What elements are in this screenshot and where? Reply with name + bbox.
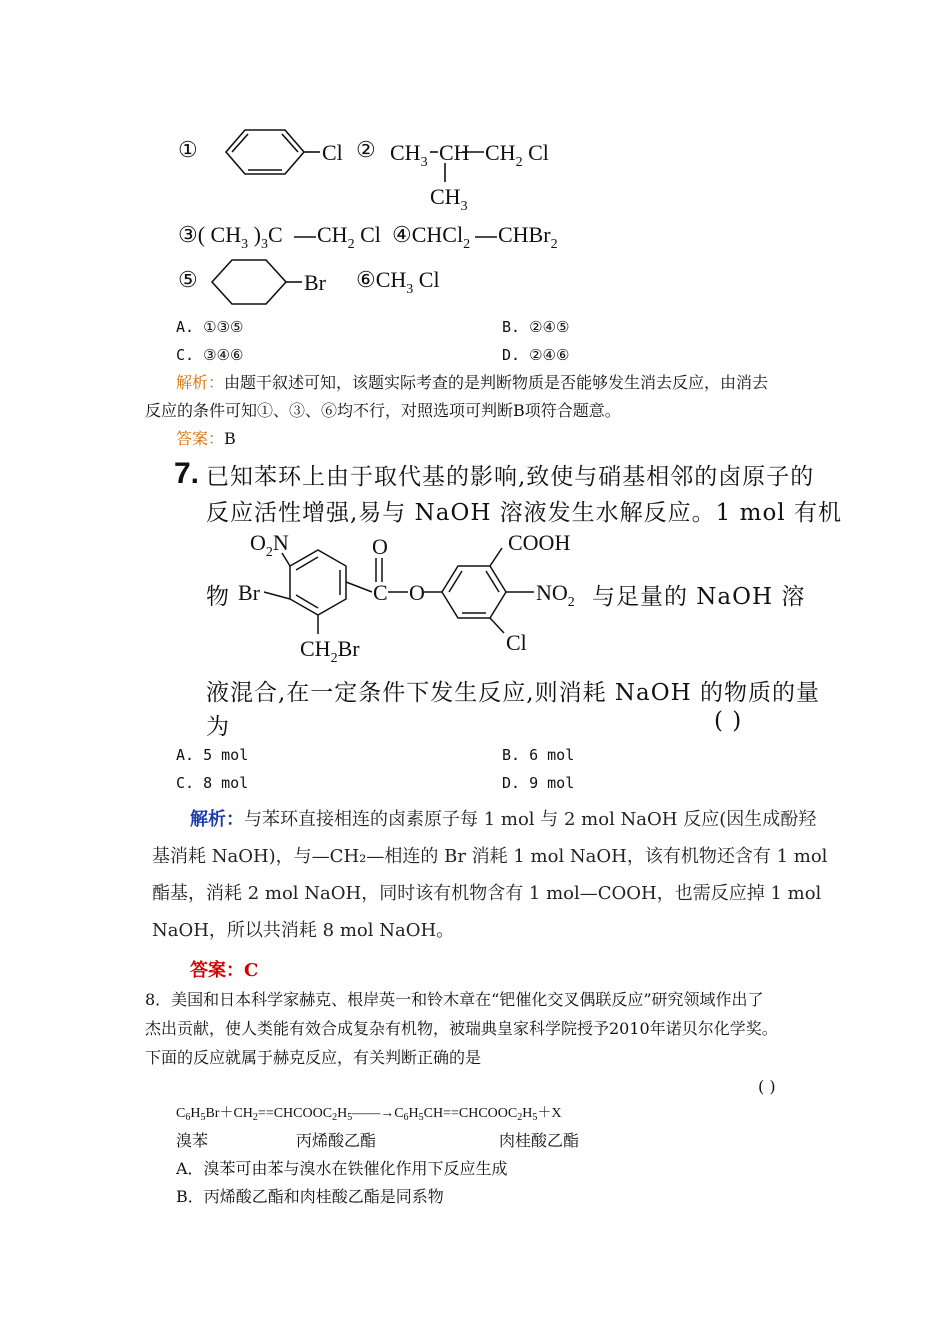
q7-option-a: A. 5 mol xyxy=(176,746,249,764)
q7-cl: Cl xyxy=(506,630,527,655)
q7-ch2br: $CH_2Br$ xyxy=(300,636,360,666)
q7-o2n: $O_2N$ xyxy=(250,530,289,560)
q7-option-b: B. 6 mol xyxy=(502,746,575,764)
structure-5-bromine: Br xyxy=(304,270,326,295)
cyclohexane-ring-5 xyxy=(212,260,302,304)
structure-5-number: ⑤ xyxy=(178,267,198,292)
benzene-ring-1 xyxy=(226,130,320,174)
q7-text-line2: 反应活性增强,易与 NaOH 溶液发生水解反应。1 mol 有机 xyxy=(206,500,842,526)
q7-text-line1: 已知苯环上由于取代基的影响,致使与硝基相邻的卤原子的 xyxy=(206,464,815,490)
q7-ester-o: O xyxy=(409,580,425,605)
q6-explanation-line2: 反应的条件可知①、③、⑥均不行，对照选项可判断B项符合题意。 xyxy=(145,401,621,420)
q6-option-b: B. ②④⑤ xyxy=(502,318,570,336)
q7-text-line4: 液混合,在一定条件下发生反应,则消耗 NaOH 的物质的量 xyxy=(206,680,820,706)
q7-option-c: C. 8 mol xyxy=(176,774,249,792)
q8-name-ethyl-cinnamate: 肉桂酸乙酯 xyxy=(499,1131,580,1150)
q7-br-left: Br xyxy=(238,580,260,605)
q7-number: 7. xyxy=(174,457,200,490)
q8-name-bromobenzene: 溴苯 xyxy=(176,1131,209,1150)
q7-answer-blank: ( ) xyxy=(714,708,743,734)
q7-ester-structure xyxy=(264,548,534,634)
structure-2-ch2cl: $CH_2$ Cl xyxy=(485,140,549,170)
structure-1-chlorine: Cl xyxy=(322,140,343,165)
q7-explanation-line1: 解析：与苯环直接相连的卤素原子每 1 mol 与 2 mol NaOH 反应(因生成酚羟 xyxy=(190,809,817,830)
q8-option-b: B．丙烯酸乙酯和肉桂酸乙酯是同系物 xyxy=(176,1187,444,1206)
structure-3-tail: $CH_2$ Cl xyxy=(317,222,381,252)
structure-2-number: ② xyxy=(356,137,376,162)
structure-2-branch: $CH_3$ xyxy=(430,184,468,214)
q7-carbonyl-o: O xyxy=(372,534,388,559)
structure-1-number: ① xyxy=(178,137,198,162)
structure-3: ③( $CH_3$ )$_3C$ xyxy=(178,222,283,252)
q8-option-a: A．溴苯可由苯与溴水在铁催化作用下反应生成 xyxy=(176,1159,508,1178)
q6-option-d: D. ②④⑥ xyxy=(502,346,570,364)
q6-explanation-line1: 解析：由题干叙述可知，该题实际考查的是判断物质是否能够发生消去反应，由消去 xyxy=(176,373,769,392)
q6-answer: 答案：B xyxy=(176,429,236,448)
q8-answer-blank: ( ) xyxy=(758,1077,776,1096)
q7-no2: $NO_2$ xyxy=(536,580,575,610)
structure-6: $⑥CH_3$ Cl xyxy=(356,267,440,297)
structure-2-main-chain: $CH_3$ xyxy=(390,140,428,170)
q7-text-line5: 为 xyxy=(206,714,230,740)
structure-4: ④CHCl$_2$ xyxy=(392,222,471,252)
q7-explanation-line2: 基消耗 NaOH)，与—CH₂—相连的 Br 消耗 1 mol NaOH，该有机物还含有 1 mol xyxy=(152,846,828,867)
q8-reaction-equation: $C_6H_5Br+CH_2==CHCOOC_2H_5——\to C_6H_5CH==CHCOOC_2H_5+X$ xyxy=(176,1106,562,1123)
q7-option-d: D. 9 mol xyxy=(502,774,575,792)
q8-name-ethyl-acrylate: 丙烯酸乙酯 xyxy=(296,1131,377,1150)
q7-cooh: COOH xyxy=(508,530,571,555)
q6-option-a: A. ①③⑤ xyxy=(176,318,244,336)
q8-text-line2: 杰出贡献，使人类能有效合成复杂有机物，被瑞典皇家科学院授予2010年诺贝尔化学奖。 xyxy=(145,1019,778,1038)
q7-explanation-line4: NaOH，所以共消耗 8 mol NaOH。 xyxy=(152,920,455,941)
structure-2-ch: CH xyxy=(439,140,470,165)
q7-answer: 答案：C xyxy=(190,960,259,981)
q6-option-c: C. ③④⑥ xyxy=(176,346,244,364)
q8-text-line1: 8．美国和日本科学家赫克、根岸英一和铃木章在“钯催化交叉偶联反应”研究领域作出了 xyxy=(145,990,764,1009)
q7-after-structure: 与足量的 NaOH 溶 xyxy=(592,584,806,610)
q7-wu: 物 xyxy=(206,584,230,610)
q7-carbonyl-c: C xyxy=(373,580,388,605)
q8-text-line3: 下面的反应就属于赫克反应，有关判断正确的是 xyxy=(145,1048,482,1067)
structure-4-tail: CHBr$_2$ xyxy=(498,222,558,252)
q7-explanation-line3: 酯基，消耗 2 mol NaOH，同时该有机物含有 1 mol—COOH，也需反应掉 1 mol xyxy=(152,883,822,904)
